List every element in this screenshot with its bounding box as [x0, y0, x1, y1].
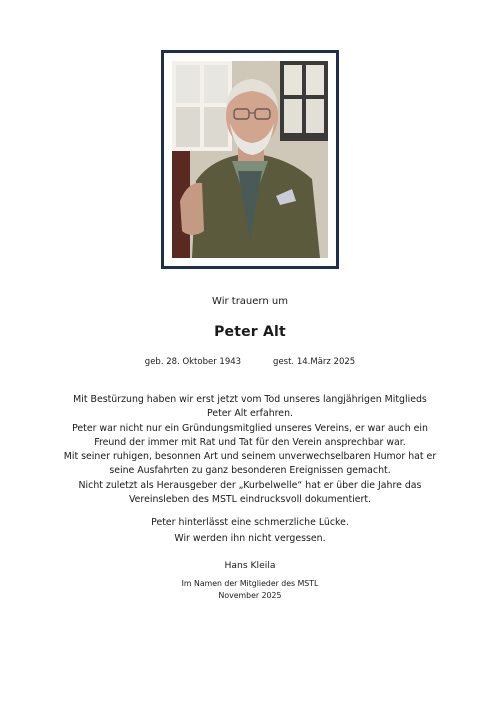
signature-name: Hans Kleila	[224, 560, 276, 571]
body-line: Freund der immer mit Rat und Tat für den Verein ansprechbar war.	[94, 436, 406, 448]
birth-date: geb. 28. Oktober 1943	[144, 357, 242, 367]
org-line: Im Namen der Mitglieder des MSTL	[181, 579, 319, 588]
closing-line: Peter hinterlässt eine schmerzliche Lücke.	[151, 517, 349, 528]
life-dates	[0, 357, 500, 367]
body-line: Peter war nicht nur ein Gründungsmitglied unseres Vereins, er war auch ein	[72, 422, 428, 434]
portrait-frame	[161, 50, 339, 269]
body-line: Peter Alt erfahren.	[207, 408, 293, 420]
body-line: Mit Bestürzung haben wir erst jetzt vom Tod unseres langjährigen Mitglieds	[73, 394, 427, 405]
deceased-name: Peter Alt	[214, 324, 286, 340]
portrait-illustration	[172, 61, 328, 258]
closing-line: Wir werden ihn nicht vergessen.	[174, 532, 326, 544]
portrait-photo	[172, 61, 328, 258]
body-line: Mit seiner ruhigen, besonnen Art und seinem unverwechselbaren Humor hat er	[63, 451, 437, 463]
mourning-heading: Wir trauern um	[212, 296, 288, 307]
body-line: Nicht zuletzt als Herausgeber der „Kurbelwelle“ hat er über die Jahre das	[78, 479, 422, 491]
body-line: Vereinsleben des MSTL eindrucksvoll dokumentiert.	[128, 494, 372, 506]
closing-text	[0, 515, 500, 546]
obituary-text	[0, 393, 500, 507]
body-line: seine Ausfahrten zu ganz besonderen Ereignissen gemacht.	[109, 465, 391, 477]
death-date: gest. 14.März 2025	[273, 357, 356, 367]
organization-note	[0, 578, 500, 601]
org-date: November 2025	[218, 590, 282, 600]
